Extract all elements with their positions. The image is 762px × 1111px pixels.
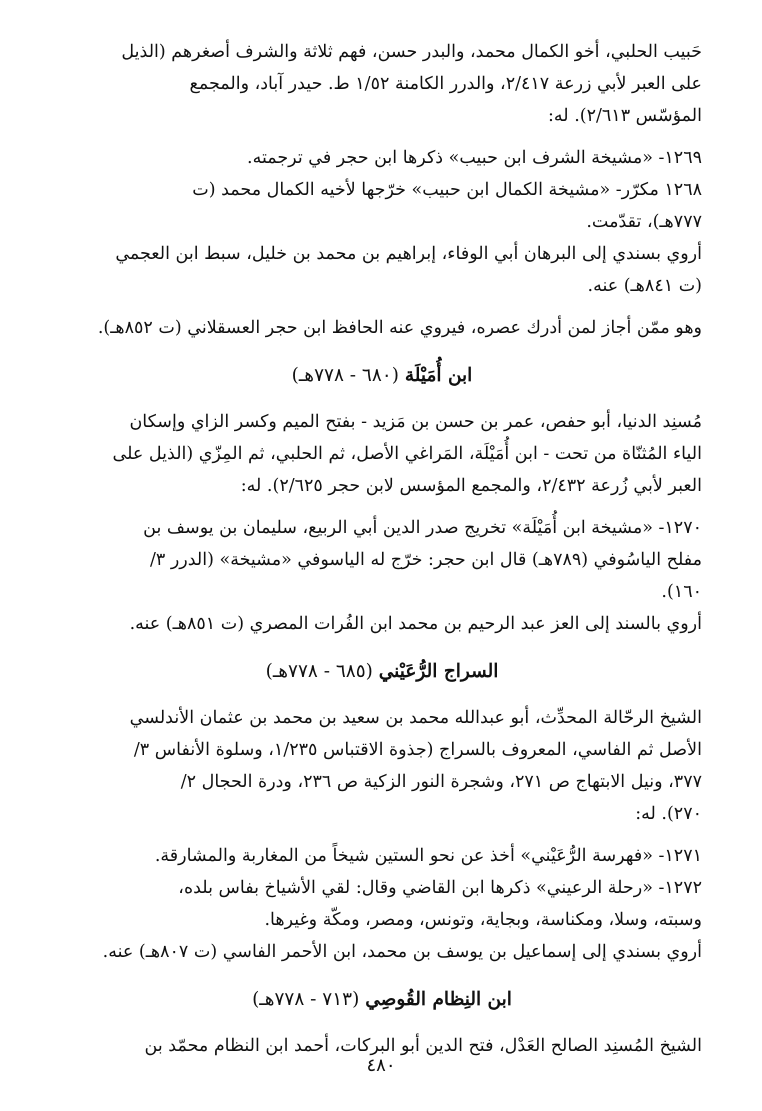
text-line: الياء المُثنّاة من تحت - ابن أُمَيْلَة، المَراغي الأصل، ثم الحلبي، ثم المِزّي (الذيل على	[112, 444, 702, 464]
heading-dates: (٦٨٥ - ٧٧٨هـ)	[265, 661, 373, 682]
heading-name: ابن أُمَيْلَة	[404, 365, 473, 386]
text-line: ١٢٧٠- «مشيخة ابن أُمَيْلَة» تخريج صدر الدين أبي الربيع، سليمان بن يوسف بن	[143, 518, 702, 538]
text-line: (ت ٨٤١هـ) عنه.	[587, 276, 702, 296]
text-line: وسبته، وسلا، ومكناسة، وبجاية، وتونس، ومصر، ومكّة وغيرها.	[264, 910, 702, 930]
text-line: ٣٧٧، ونيل الابتهاج ص ٢٧١، وشجرة النور الزكية ص ٢٣٦، ودرة الحجال ٢/	[180, 772, 702, 792]
paragraph	[62, 312, 702, 344]
text-line: ١٢٦٨ مكرّر- «مشيخة الكمال ابن حبيب» خرّجها لأخيه الكمال محمد (ت	[192, 180, 702, 200]
text-line: المؤسّس ٢/٦١٣). له:	[548, 106, 702, 126]
text-line: الأصل ثم الفاسي، المعروف بالسراج (جذوة الاقتباس ١/٢٣٥، وسلوة الأنفاس ٣/	[133, 740, 702, 760]
section-heading	[62, 656, 702, 688]
text-line: مفلح الياسُوفي (٧٨٩هـ) قال ابن حجر: خرّج له الياسوفي «مشيخة» (الدرر ٣/	[149, 550, 702, 570]
text-line: أروي بالسند إلى العز عبد الرحيم بن محمد ابن الفُرات المصري (ت ٨٥١هـ) عنه.	[129, 614, 702, 634]
text-line: ١٦٠).	[661, 582, 702, 602]
heading-name: السراج الرُّعَيْني	[378, 661, 499, 682]
text-line: على العبر لأبي زرعة ٢/٤١٧، والدرر الكامنة ١/٥٢ ط. حيدر آباد، والمجمع	[189, 74, 702, 94]
paragraph	[62, 608, 702, 640]
text-line: ١٢٧١- «فهرسة الرُّعَيْني» أخذ عن نحو الستين شيخاً من المغاربة والمشارقة.	[154, 846, 702, 866]
page-body	[62, 36, 702, 1062]
text-line: ٢٧٠). له:	[635, 804, 702, 824]
heading-name: ابن النِظام القُوصِي	[365, 989, 512, 1010]
text-line: ٧٧٧هـ)، تقدّمت.	[586, 212, 702, 232]
paragraph	[62, 702, 702, 830]
bibliography-entry	[62, 142, 702, 174]
bibliography-entry	[62, 872, 702, 936]
text-line: الشيخ المُسنِد الصالح العَدْل، فتح الدين أبو البركات، أحمد ابن النظام محمّد بن	[144, 1036, 702, 1056]
paragraph	[62, 936, 702, 968]
section-heading	[62, 984, 702, 1016]
text-line: مُسنِد الدنيا، أبو حفص، عمر بن حسن بن مَزيد - بفتح الميم وكسر الزاي وإسكان	[129, 412, 702, 432]
bibliography-entry	[62, 174, 702, 238]
text-line: وهو ممّن أجاز لمن أدرك عصره، فيروي عنه الحافظ ابن حجر العسقلاني (ت ٨٥٢هـ).	[97, 318, 702, 338]
text-line: الشيخ الرحّالة المحدِّث، أبو عبدالله محمد بن سعيد بن محمد بن عثمان الأندلسي	[129, 708, 702, 728]
section-heading	[62, 360, 702, 392]
bibliography-entry	[62, 512, 702, 608]
text-line: ١٢٦٩- «مشيخة الشرف ابن حبيب» ذكرها ابن حجر في ترجمته.	[247, 148, 702, 168]
page-number: ٤٨٠	[366, 1055, 396, 1076]
text-line: أروي بسندي إلى إسماعيل بن يوسف بن محمد، ابن الأحمر الفاسي (ت ٨٠٧هـ) عنه.	[102, 942, 702, 962]
text-line: حَبيب الحلبي، أخو الكمال محمد، والبدر حسن، فهم ثلاثة والشرف أصغرهم (الذيل	[121, 42, 702, 62]
heading-dates: (٦٨٠ - ٧٧٨هـ)	[291, 365, 399, 386]
paragraph	[62, 36, 702, 132]
text-line: ١٢٧٢- «رحلة الرعيني» ذكرها ابن القاضي وقال: لقي الأشياخ بفاس بلده،	[178, 878, 702, 898]
heading-dates: (٧١٣ - ٧٧٨هـ)	[252, 989, 360, 1010]
text-line: العبر لأبي زُرعة ٢/٤٣٢، والمجمع المؤسس لابن حجر ٢/٦٢٥). له:	[240, 476, 702, 496]
paragraph	[62, 238, 702, 302]
bibliography-entry	[62, 840, 702, 872]
text-line: أروي بسندي إلى البرهان أبي الوفاء، إبراهيم بن محمد بن خليل، سبط ابن العجمي	[115, 244, 702, 264]
paragraph	[62, 406, 702, 502]
